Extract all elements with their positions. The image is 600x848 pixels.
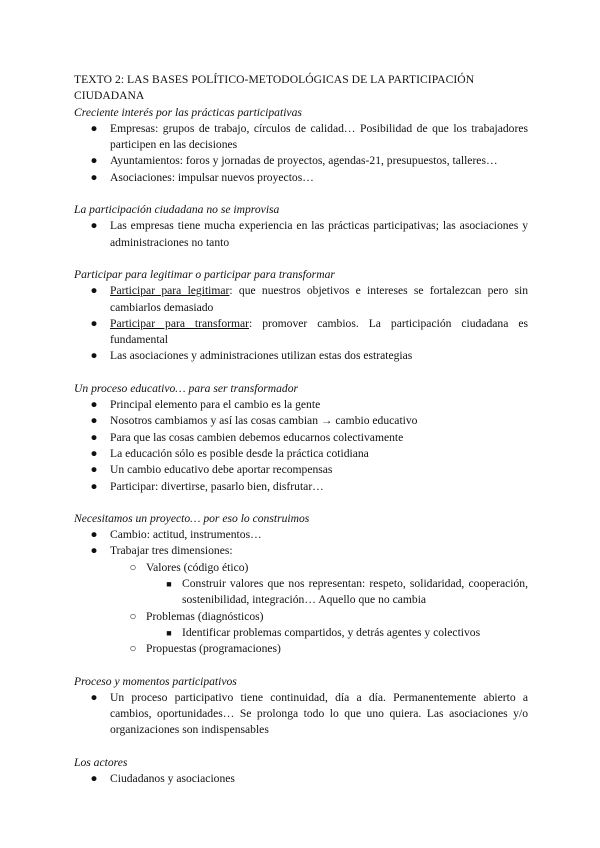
bullet-disc-icon: ● [90, 219, 98, 233]
bullet-disc-icon: ● [90, 528, 98, 542]
bullet-disc-icon: ● [90, 446, 98, 460]
bullet-disc-icon: ● [90, 544, 98, 558]
document-title: TEXTO 2: LAS BASES POLÍTICO-METODOLÓGICAS DE LA PARTICIPACIÓN [74, 73, 475, 86]
spacer [74, 365, 528, 381]
list-item: ● Para que las cosas cambien debemos educarnos colectivamente [74, 430, 528, 446]
list-item: ● Trabajar tres dimensiones: [74, 543, 528, 559]
list-item: ● Participar para transformar: promover cambios. La participación ciudadana es fundamental [90, 316, 528, 347]
list-subitem: ○ Valores (código ético) [74, 560, 528, 576]
list-subsubitem: ■ Construir valores que nos representan: respeto, solidaridad, cooperación, sostenibilidad, integración… Aquello que no cambia [74, 576, 528, 609]
section-list-legitimar [74, 283, 528, 364]
section-heading-actores: Los actores [74, 755, 128, 769]
list-item: ● Un cambio educativo debe aportar recompensas [74, 462, 528, 478]
spacer [74, 251, 528, 267]
section-heading-improvisa: La participación ciudadana no se improvisa [74, 203, 280, 217]
section-heading-educativo: Un proceso educativo… para ser transformador [74, 381, 299, 395]
list-item: ● Cambio: actitud, instrumentos… [74, 527, 528, 543]
section-heading-proyecto: Necesitamos un proyecto… por eso lo construimos [74, 511, 310, 525]
bullet-circle-icon: ○ [129, 642, 137, 656]
list-item: ● Empresas: grupos de trabajo, círculos de calidad… Posibilidad de que los trabajadores participen en las decisiones [90, 121, 528, 152]
spacer [74, 495, 528, 511]
section-list-improvisa [74, 218, 528, 251]
section-list-educativo [74, 397, 528, 495]
list-item: ● Participar: divertirse, pasarlo bien, disfrutar… [74, 479, 528, 495]
list-item: ● Participar para legitimar: que nuestros objetivos e intereses se fortalezcan pero sin cambiarlos demasiado [90, 284, 528, 314]
list-item: ● Un proceso participativo tiene continuidad, día a día. Permanentemente abierto a cambios, oportunidades… Se prolonga todo lo que uno quiera. Las asociaciones y/o organizaciones son indispensables [90, 690, 528, 737]
list-item: ● Ciudadanos y asociaciones [74, 771, 528, 787]
list-subitem: ○ Propuestas (programaciones) [74, 641, 528, 657]
section-list-interes [74, 121, 528, 186]
bullet-disc-icon: ● [90, 430, 98, 444]
bullet-disc-icon: ● [90, 316, 98, 330]
section-heading-proceso: Proceso y momentos participativos [74, 674, 237, 688]
section-heading-interes: Creciente interés por las prácticas participativas [74, 105, 302, 119]
bullet-disc-icon: ● [90, 170, 98, 184]
bullet-circle-icon: ○ [129, 609, 137, 623]
section-list-proceso [74, 690, 528, 739]
document-page [74, 72, 528, 787]
bullet-disc-icon: ● [90, 414, 98, 428]
bullet-disc-icon: ● [90, 398, 98, 412]
list-item: ● Asociaciones: impulsar nuevos proyectos… [74, 170, 528, 186]
bullet-circle-icon: ○ [129, 560, 137, 574]
list-item: ● Las asociaciones y administraciones utilizan estas dos estrategias [74, 348, 528, 364]
bullet-disc-icon: ● [90, 121, 98, 135]
bullet-disc-icon: ● [90, 463, 98, 477]
bullet-disc-icon: ● [90, 284, 98, 298]
list-item: ● Las empresas tiene mucha experiencia en las prácticas participativas; las asociaciones y administraciones no tanto [90, 219, 528, 249]
bullet-square-icon: ■ [166, 579, 172, 590]
bullet-disc-icon: ● [90, 349, 98, 363]
section-heading-legitimar: Participar para legitimar o participar para transformar [74, 267, 335, 281]
list-item: ● Nosotros cambiamos y así las cosas cambian → cambio educativo [74, 413, 528, 429]
spacer [74, 658, 528, 674]
bullet-disc-icon: ● [90, 479, 98, 493]
list-item: ● Principal elemento para el cambio es la gente [74, 397, 528, 413]
document-title-continued: CIUDADANA [74, 89, 145, 103]
section-list-actores [74, 771, 528, 787]
list-item: ● Ayuntamientos: foros y jornadas de proyectos, agendas-21, presupuestos, talleres… [74, 153, 528, 169]
spacer [74, 739, 528, 755]
bullet-disc-icon: ● [90, 771, 98, 785]
bullet-disc-icon: ● [90, 154, 98, 168]
spacer [74, 186, 528, 202]
section-list-proyecto [74, 527, 528, 657]
list-item: ● La educación sólo es posible desde la práctica cotidiana [74, 446, 528, 462]
bullet-square-icon: ■ [166, 627, 172, 638]
list-subsubitem: ■ Identificar problemas compartidos, y detrás agentes y colectivos [74, 625, 528, 641]
list-subitem: ○ Problemas (diagnósticos) [74, 609, 528, 625]
bullet-disc-icon: ● [90, 690, 98, 704]
